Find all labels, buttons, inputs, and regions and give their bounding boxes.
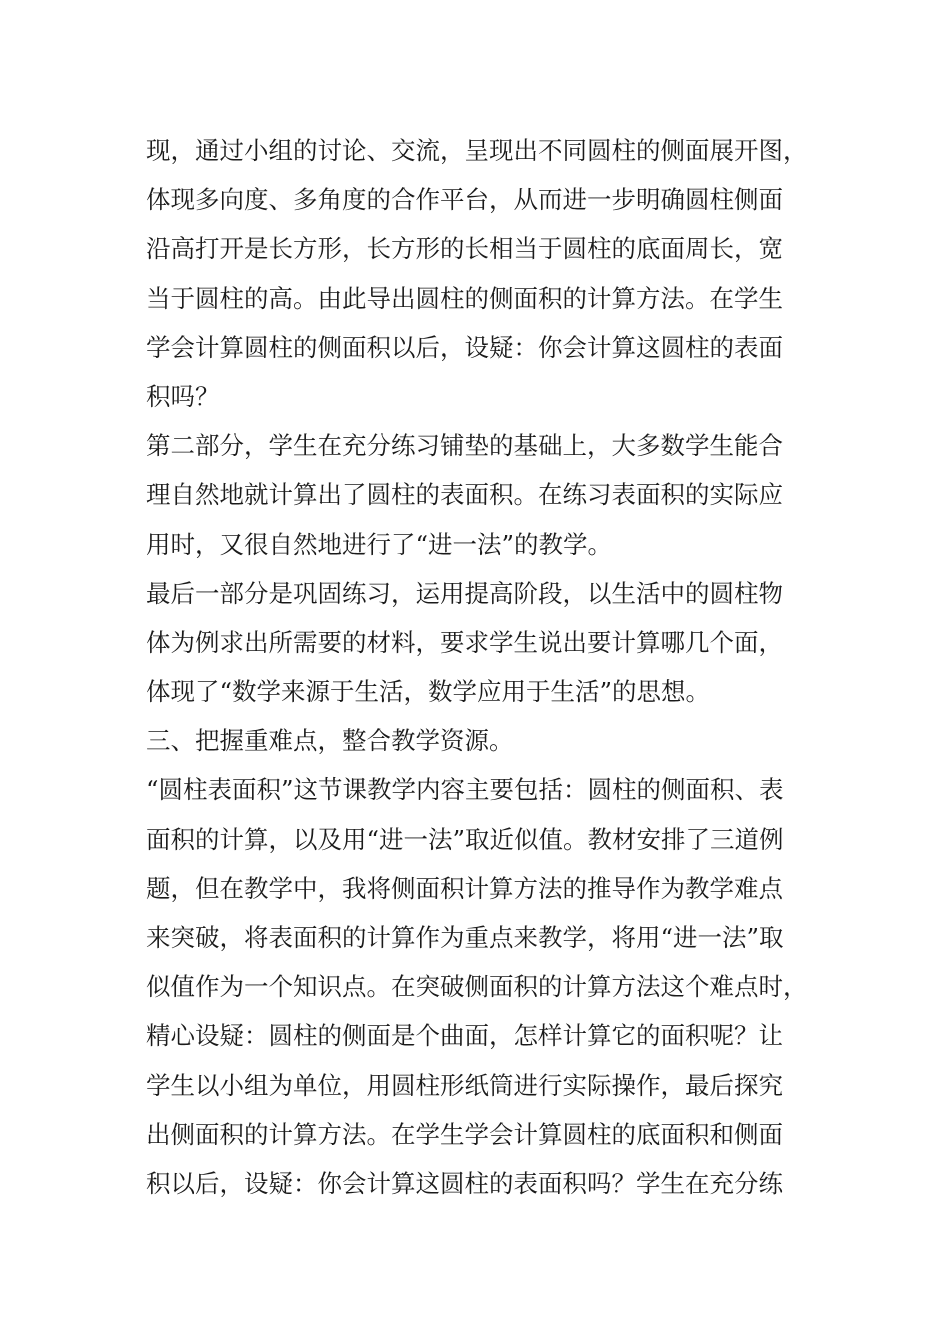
text-line: 精心设疑：圆柱的侧面是个曲面，怎样计算它的面积呢？让 xyxy=(146,1021,783,1051)
text-line: 第二部分，学生在充分练习铺垫的基础上，大多数学生能合 xyxy=(146,431,783,461)
text-line: 积以后，设疑：你会计算这圆柱的表面积吗？学生在充分练 xyxy=(146,1168,783,1198)
text-line: 体现多向度、多角度的合作平台，从而进一步明确圆柱侧面 xyxy=(146,185,783,215)
text-line: 面积的计算，以及用“进一法”取近似值。教材安排了三道例 xyxy=(146,824,784,854)
text-line: 体为例求出所需要的材料，要求学生说出要计算哪几个面， xyxy=(146,627,783,657)
text-line: 题，但在教学中，我将侧面积计算方法的推导作为教学难点 xyxy=(146,873,783,903)
text-line: 来突破，将表面积的计算作为重点来教学，将用“进一法”取 xyxy=(146,923,784,952)
body-text xyxy=(146,126,826,1208)
text-line: 出侧面积的计算方法。在学生学会计算圆柱的底面积和侧面 xyxy=(146,1119,783,1149)
text-line: 学生以小组为单位，用圆柱形纸筒进行实际操作，最后探究 xyxy=(146,1070,783,1100)
text-line: 理自然地就计算出了圆柱的表面积。在练习表面积的实际应 xyxy=(146,480,783,510)
text-line: 学会计算圆柱的侧面积以后，设疑：你会计算这圆柱的表面 xyxy=(146,332,783,362)
section-heading: 三、把握重难点，整合教学资源。 xyxy=(146,726,514,756)
text-line: 似值作为一个知识点。在突破侧面积的计算方法这个难点时， xyxy=(146,972,808,1002)
text-line: 沿高打开是长方形，长方形的长相当于圆柱的底面周长，宽 xyxy=(146,234,783,264)
text-line: 积吗？ xyxy=(146,381,220,411)
text-line: “圆柱表面积”这节课教学内容主要包括：圆柱的侧面积、表 xyxy=(146,775,784,805)
text-line: 用时，又很自然地进行了“进一法”的教学。 xyxy=(146,529,613,559)
text-line: 现，通过小组的讨论、交流，呈现出不同圆柱的侧面展开图， xyxy=(146,136,808,165)
text-line: 体现了“数学来源于生活，数学应用于生活”的思想。 xyxy=(146,677,711,707)
text-line: 最后一部分是巩固练习，运用提高阶段，以生活中的圆柱物 xyxy=(146,578,783,608)
text-line: 当于圆柱的高。由此导出圆柱的侧面积的计算方法。在学生 xyxy=(146,283,783,313)
